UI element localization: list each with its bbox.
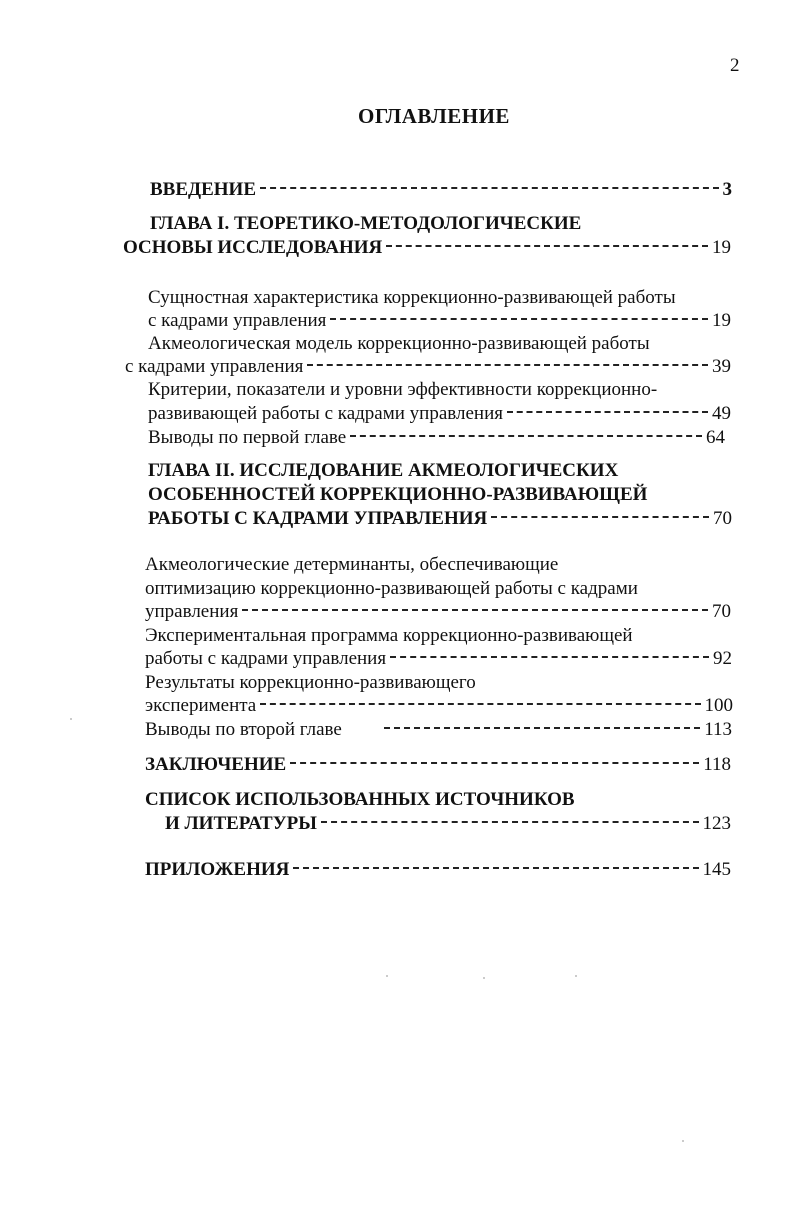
leader-dots [293,867,698,869]
toc-entry-text: РАБОТЫ С КАДРАМИ УПРАВЛЕНИЯ [148,508,488,529]
toc-entry-references[interactable] [165,812,731,836]
scan-speck [575,975,577,977]
section-1-2-line: Акмеологическая модель коррекционно-развивающей работы [148,333,650,354]
toc-entry-text: ЗАКЛЮЧЕНИЕ [145,754,287,775]
leader-dots [330,318,708,320]
leader-dots [390,656,709,658]
leader-dots [384,727,700,729]
toc-page-number: 123 [702,813,731,834]
toc-page-number: 64 [706,427,725,448]
leader-dots [321,821,699,823]
leader-dots [242,609,708,611]
toc-page-number: 92 [713,648,732,669]
toc-page-number: 3 [722,179,732,200]
toc-entry-text: управления [145,601,239,622]
toc-entry-text: ПРИЛОЖЕНИЯ [145,859,290,880]
toc-entry-section-1-1[interactable] [148,309,731,333]
toc-entry-conclusion[interactable] [145,753,731,777]
toc-page-number: 70 [712,601,731,622]
section-1-3-line: Критерии, показатели и уровни эффективности коррекционно- [148,379,658,400]
toc-entry-section-2-1[interactable] [145,600,731,624]
toc-entry-appendices[interactable] [145,858,731,882]
toc-page-number: 19 [712,310,731,331]
toc-entry-text: работы с кадрами управления [145,648,387,669]
toc-entry-intro[interactable] [150,178,732,202]
toc-page-number: 145 [702,859,731,880]
references-heading-line: СПИСОК ИСПОЛЬЗОВАННЫХ ИСТОЧНИКОВ [145,789,575,810]
section-2-3-line: Результаты коррекционно-развивающего [145,672,476,693]
toc-entry-text: ВВЕДЕНИЕ [150,179,256,200]
toc-entry-chapter-1-conclusions[interactable] [148,426,725,450]
leader-dots [507,411,708,413]
toc-entry-section-1-2[interactable] [125,355,731,379]
toc-entry-text: эксперимента [145,695,257,716]
leader-dots [260,703,700,705]
chapter-2-heading-line-1: ГЛАВА II. ИССЛЕДОВАНИЕ АКМЕОЛОГИЧЕСКИХ [148,460,619,481]
toc-entry-text: с кадрами управления [125,356,304,377]
toc-page-number: 19 [712,237,731,258]
toc-page-number: 113 [704,719,732,740]
leader-dots [386,245,708,247]
section-1-1-line: Сущностная характеристика коррекционно-развивающей работы [148,287,676,308]
toc-entry-text: Выводы по первой главе [148,427,347,448]
toc-entry-section-1-3[interactable] [148,402,731,426]
leader-dots [491,516,709,518]
toc-entry-chapter-2-conclusions[interactable] [145,718,732,742]
toc-page-number: 70 [713,508,732,529]
toc-entry-section-2-2[interactable] [145,647,732,671]
toc-entry-text: И ЛИТЕРАТУРЫ [165,813,317,834]
scan-speck [682,1140,684,1142]
toc-entry-text: Выводы по второй главе [145,719,342,740]
chapter-2-heading-line-2: ОСОБЕННОСТЕЙ КОРРЕКЦИОННО-РАЗВИВАЮЩЕЙ [148,484,648,505]
leader-dots [290,762,699,764]
section-2-2-line: Экспериментальная программа коррекционно-развивающей [145,625,633,646]
chapter-1-heading-line: ГЛАВА I. ТЕОРЕТИКО-МЕТОДОЛОГИЧЕСКИЕ [150,213,582,234]
toc-entry-text: с кадрами управления [148,310,327,331]
toc-entry-section-2-3[interactable] [145,694,733,718]
toc-page-number: 49 [712,403,731,424]
scan-speck [70,718,72,720]
toc-entry-chapter-1[interactable] [123,236,731,260]
leader-dots [307,364,708,366]
toc-title: ОГЛАВЛЕНИЕ [358,104,510,128]
toc-entry-text: развивающей работы с кадрами управления [148,403,503,424]
leader-dots [350,435,702,437]
scan-speck [386,975,388,977]
section-2-1-line-1: Акмеологические детерминанты, обеспечивающие [145,554,559,575]
toc-page-number: 100 [704,695,733,716]
toc-page-number: 39 [712,356,731,377]
scan-speck [483,977,485,979]
page-number: 2 [730,55,740,76]
section-2-1-line-2: оптимизацию коррекционно-развивающей работы с кадрами [145,578,638,599]
toc-entry-text: ОСНОВЫ ИССЛЕДОВАНИЯ [123,237,383,258]
toc-page-number: 118 [703,754,731,775]
toc-entry-chapter-2[interactable] [148,507,732,531]
leader-dots [260,187,719,189]
